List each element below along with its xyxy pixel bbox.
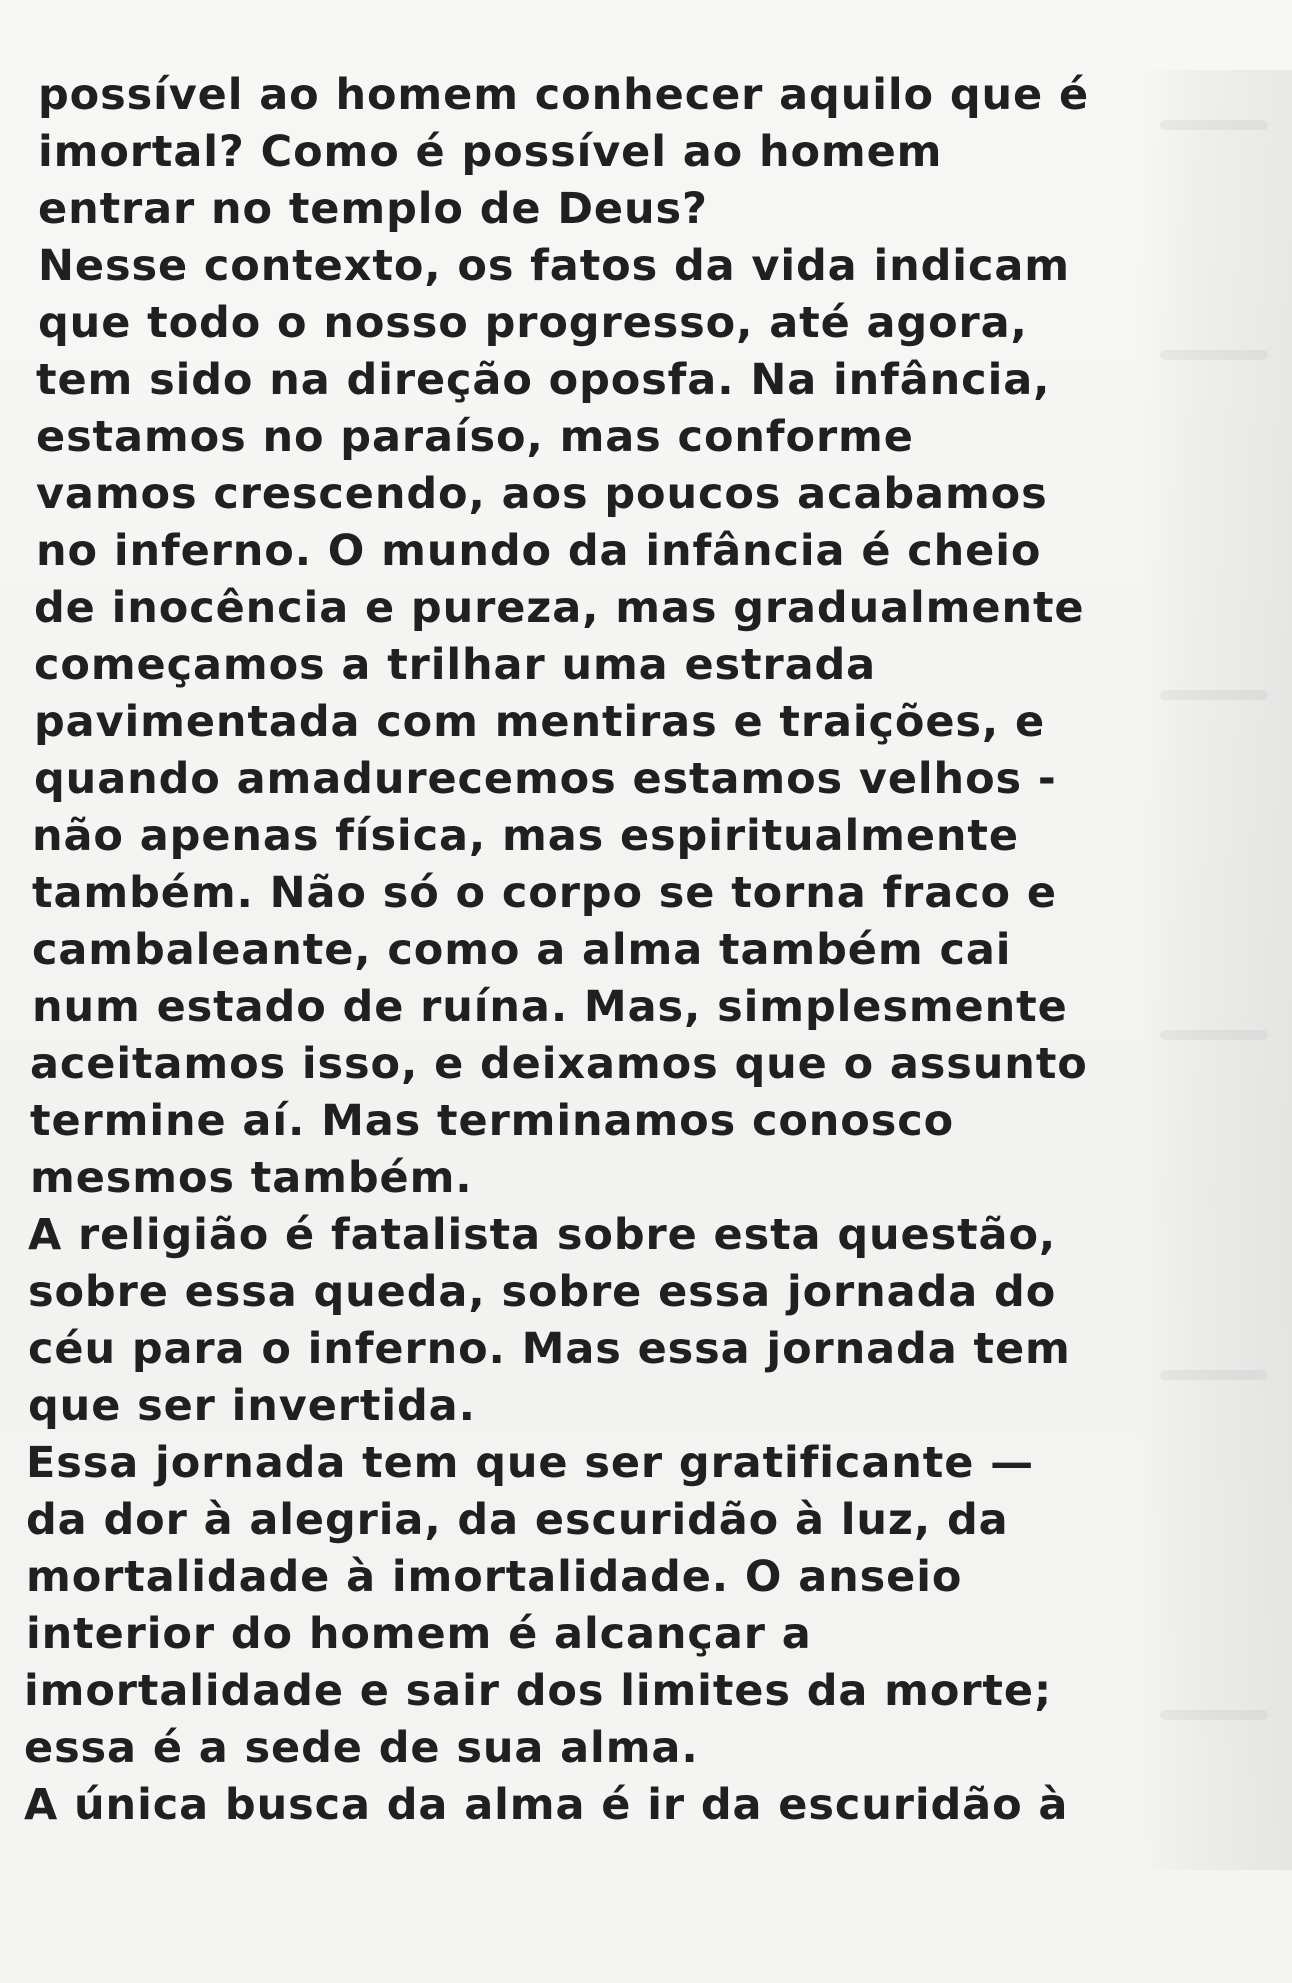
text-line: imortalidade e sair dos limites da morte; (24, 1666, 1053, 1716)
text-line: não apenas física, mas espiritualmente (32, 811, 1019, 861)
text-line: de inocência e pureza, mas gradualmente (34, 583, 1085, 633)
bleed-through-mark (1160, 120, 1268, 130)
text-line: da dor à alegria, da escuridão à luz, da (26, 1495, 1009, 1545)
text-line: no inferno. O mundo da infância é cheio (36, 526, 1042, 576)
text-line: entrar no templo de Deus? (38, 184, 708, 234)
text-line: que ser invertida. (28, 1381, 476, 1431)
text-line: A única busca da alma é ir da escuridão à (24, 1780, 1069, 1830)
text-line: mortalidade à imortalidade. O anseio (26, 1552, 963, 1602)
text-line: Nesse contexto, os fatos da vida indicam (38, 241, 1070, 291)
text-line: termine aí. Mas terminamos conosco (30, 1096, 955, 1146)
text-line: começamos a trilhar uma estrada (34, 640, 877, 690)
text-line: vamos crescendo, aos poucos acabamos (36, 469, 1048, 519)
bleed-through-shadow (1140, 70, 1292, 1870)
text-line: estamos no paraíso, mas conforme (36, 412, 914, 462)
text-line: tem sido na direção oposfa. Na infância, (36, 355, 1051, 405)
text-line: que todo o nosso progresso, até agora, (38, 298, 1028, 348)
text-line: céu para o inferno. Mas essa jornada tem (28, 1324, 1071, 1374)
text-line: A religião é fatalista sobre esta questão, (28, 1210, 1057, 1260)
bleed-through-mark (1160, 1710, 1268, 1720)
text-line: cambaleante, como a alma também cai (32, 925, 1012, 975)
text-line: interior do homem é alcançar a (26, 1609, 812, 1659)
text-line: também. Não só o corpo se torna fraco e (32, 868, 1057, 918)
bleed-through-mark (1160, 1030, 1268, 1040)
text-line: num estado de ruína. Mas, simplesmente (32, 982, 1068, 1032)
text-line: aceitamos isso, e deixamos que o assunto (30, 1039, 1088, 1089)
bleed-through-mark (1160, 690, 1268, 700)
text-line: essa é a sede de sua alma. (24, 1723, 699, 1773)
text-line: possível ao homem conhecer aquilo que é (38, 70, 1090, 120)
text-line: mesmos também. (30, 1153, 473, 1203)
bleed-through-mark (1160, 350, 1268, 360)
text-line: Essa jornada tem que ser gratificante — (26, 1438, 1035, 1488)
text-line: pavimentada com mentiras e traições, e (34, 697, 1046, 747)
bleed-through-mark (1160, 1370, 1268, 1380)
text-line: sobre essa queda, sobre essa jornada do (28, 1267, 1057, 1317)
text-line: quando amadurecemos estamos velhos - (34, 754, 1057, 804)
text-line: imortal? Como é possível ao homem (38, 127, 943, 177)
